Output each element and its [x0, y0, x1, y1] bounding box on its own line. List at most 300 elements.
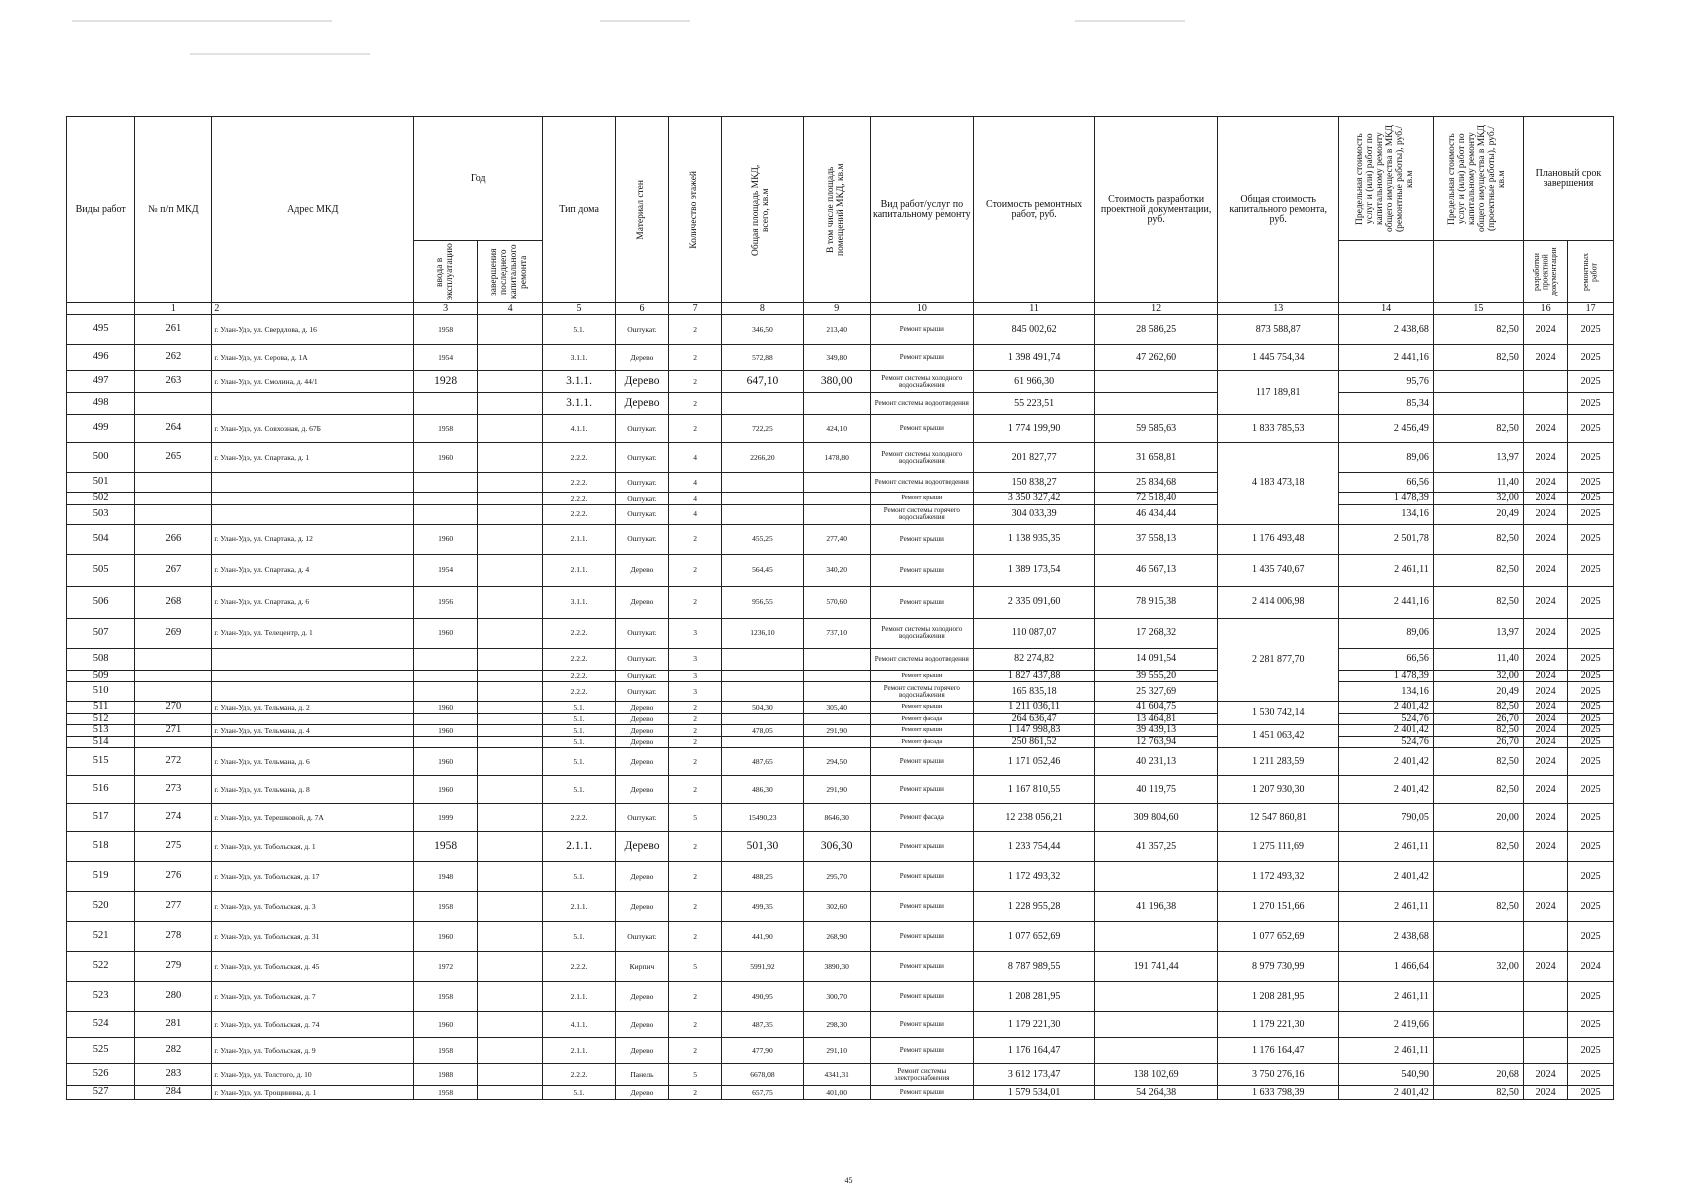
- work-type-cell: 524: [67, 1012, 135, 1038]
- house-type-cell: 4.1.1.: [543, 1012, 616, 1038]
- work-type-cell: 511: [67, 702, 135, 714]
- year-last-repair-cell: [478, 952, 543, 982]
- term-repair-cell: 2025: [1568, 804, 1614, 832]
- term-repair-cell: 2025: [1568, 524, 1614, 554]
- address-cell: г. Улан-Удэ, ул. Тельмана, д. 2: [212, 702, 414, 714]
- year-commissioned-cell: [414, 393, 478, 415]
- table-row: [67, 725, 1614, 737]
- premises-area-cell: 291,10: [803, 1038, 870, 1064]
- hdr-year: Год: [414, 117, 543, 241]
- design-cost-cell: 46 434,44: [1095, 504, 1218, 524]
- col-num: 9: [803, 303, 870, 315]
- design-cost-cell: 72 518,40: [1095, 493, 1218, 505]
- service-type-cell: Ремонт крыши: [870, 1038, 973, 1064]
- term-repair-cell: 2025: [1568, 832, 1614, 862]
- max-cost-design-cell: 20,00: [1433, 804, 1523, 832]
- floors-cell: 3: [669, 618, 722, 648]
- service-type-cell: Ремонт крыши: [870, 1086, 973, 1100]
- wall-material-cell: Оштукат.: [615, 524, 668, 554]
- total-area-cell: 956,55: [722, 586, 803, 618]
- year-commissioned-cell: 1960: [414, 725, 478, 737]
- premises-area-cell: [803, 393, 870, 415]
- year-commissioned-cell: 1960: [414, 618, 478, 648]
- year-commissioned-cell: 1960: [414, 702, 478, 714]
- repair-cost-cell: 3 612 173,47: [973, 1064, 1095, 1086]
- house-type-cell: 2.1.1.: [543, 554, 616, 586]
- floors-cell: 4: [669, 473, 722, 493]
- hdr-total-area: Общая площадь МКД, всего, кв.м: [751, 163, 772, 256]
- total-area-cell: 499,35: [722, 892, 803, 922]
- term-design-cell: 2024: [1523, 415, 1567, 443]
- premises-area-cell: 298,30: [803, 1012, 870, 1038]
- service-type-cell: Ремонт системы электроснабжения: [870, 1064, 973, 1086]
- max-cost-design-cell: 82,50: [1433, 725, 1523, 737]
- floors-cell: 2: [669, 922, 722, 952]
- max-cost-repair-cell: 2 438,68: [1339, 922, 1433, 952]
- premises-area-cell: 302,60: [803, 892, 870, 922]
- total-cost-cell: 117 189,81: [1217, 371, 1339, 415]
- work-type-cell: 507: [67, 618, 135, 648]
- term-repair-cell: 2025: [1568, 1064, 1614, 1086]
- floors-cell: 5: [669, 1064, 722, 1086]
- table-row: [67, 736, 1614, 748]
- year-last-repair-cell: [478, 862, 543, 892]
- table-row: [67, 315, 1614, 345]
- house-type-cell: 5.1.: [543, 748, 616, 776]
- term-design-cell: 2024: [1523, 748, 1567, 776]
- mkd-number-cell: [135, 713, 212, 725]
- premises-area-cell: [803, 473, 870, 493]
- floors-cell: 2: [669, 554, 722, 586]
- year-commissioned-cell: 1954: [414, 554, 478, 586]
- term-design-cell: 2024: [1523, 682, 1567, 702]
- address-cell: г. Улан-Удэ, ул. Тельмана, д. 4: [212, 725, 414, 737]
- wall-material-cell: Оштукат.: [615, 415, 668, 443]
- service-type-cell: Ремонт системы холодного водоснабжения: [870, 443, 973, 473]
- max-cost-repair-cell: 2 419,66: [1339, 1012, 1433, 1038]
- max-cost-design-cell: 26,70: [1433, 713, 1523, 725]
- service-type-cell: Ремонт фасада: [870, 713, 973, 725]
- work-type-cell: 513: [67, 725, 135, 737]
- total-area-cell: 504,30: [722, 702, 803, 714]
- mkd-number-cell: [135, 493, 212, 505]
- year-last-repair-cell: [478, 776, 543, 804]
- mkd-number-cell: 274: [135, 804, 212, 832]
- table-row: [67, 648, 1614, 670]
- total-cost-cell: 1 435 740,67: [1217, 554, 1339, 586]
- address-cell: г. Улан-Удэ, ул. Тобольская, д. 31: [212, 922, 414, 952]
- mkd-number-cell: 266: [135, 524, 212, 554]
- premises-area-cell: 737,10: [803, 618, 870, 648]
- mkd-number-cell: 262: [135, 345, 212, 371]
- year-last-repair-cell: [478, 713, 543, 725]
- max-cost-repair-cell: 2 438,68: [1339, 315, 1433, 345]
- max-cost-repair-cell: 2 461,11: [1339, 554, 1433, 586]
- total-area-cell: 490,95: [722, 982, 803, 1012]
- term-repair-cell: 2025: [1568, 1038, 1614, 1064]
- total-cost-cell: 8 979 730,99: [1217, 952, 1339, 982]
- max-cost-repair-cell: 524,76: [1339, 713, 1433, 725]
- house-type-cell: 3.1.1.: [543, 393, 616, 415]
- design-cost-cell: 39 439,13: [1095, 725, 1218, 737]
- term-design-cell: 2024: [1523, 1064, 1567, 1086]
- term-design-cell: 2024: [1523, 952, 1567, 982]
- wall-material-cell: Дерево: [615, 371, 668, 393]
- year-last-repair-cell: [478, 618, 543, 648]
- year-last-repair-cell: [478, 315, 543, 345]
- term-design-cell: [1523, 371, 1567, 393]
- wall-material-cell: Дерево: [615, 1086, 668, 1100]
- hdr-repair-cost: Стоимость ремонтных работ, руб.: [973, 117, 1095, 303]
- year-last-repair-cell: [478, 682, 543, 702]
- total-cost-cell: 1 208 281,95: [1217, 982, 1339, 1012]
- col-num: 12: [1095, 303, 1218, 315]
- service-type-cell: Ремонт крыши: [870, 670, 973, 682]
- max-cost-design-cell: 20,49: [1433, 504, 1523, 524]
- max-cost-design-cell: 82,50: [1433, 315, 1523, 345]
- wall-material-cell: Кирпич: [615, 952, 668, 982]
- year-commissioned-cell: 1958: [414, 892, 478, 922]
- house-type-cell: 5.1.: [543, 1086, 616, 1100]
- max-cost-repair-cell: 1 478,39: [1339, 493, 1433, 505]
- col-num: 14: [1339, 303, 1433, 315]
- address-cell: [212, 682, 414, 702]
- max-cost-repair-cell: 2 401,42: [1339, 725, 1433, 737]
- floors-cell: 2: [669, 371, 722, 393]
- address-cell: г. Улан-Удэ, ул. Совхозная, д. 67Б: [212, 415, 414, 443]
- work-type-cell: 514: [67, 736, 135, 748]
- design-cost-cell: 41 357,25: [1095, 832, 1218, 862]
- repair-cost-cell: 61 966,30: [973, 371, 1095, 393]
- total-cost-cell: 2 281 877,70: [1217, 618, 1339, 702]
- max-cost-repair-cell: 134,16: [1339, 504, 1433, 524]
- work-type-cell: 516: [67, 776, 135, 804]
- mkd-number-cell: 279: [135, 952, 212, 982]
- repair-cost-cell: 845 002,62: [973, 315, 1095, 345]
- table-row: [67, 554, 1614, 586]
- work-type-cell: 525: [67, 1038, 135, 1064]
- term-repair-cell: 2025: [1568, 702, 1614, 714]
- premises-area-cell: 380,00: [803, 371, 870, 393]
- year-commissioned-cell: 1960: [414, 748, 478, 776]
- col-num: 17: [1568, 303, 1614, 315]
- term-repair-cell: 2025: [1568, 892, 1614, 922]
- mkd-number-cell: 278: [135, 922, 212, 952]
- service-type-cell: Ремонт крыши: [870, 922, 973, 952]
- total-cost-cell: 1 176 493,48: [1217, 524, 1339, 554]
- repair-cost-cell: 1 172 493,32: [973, 862, 1095, 892]
- year-last-repair-cell: [478, 892, 543, 922]
- repair-cost-cell: 82 274,82: [973, 648, 1095, 670]
- repair-cost-cell: 1 208 281,95: [973, 982, 1095, 1012]
- work-type-cell: 502: [67, 493, 135, 505]
- year-commissioned-cell: 1999: [414, 804, 478, 832]
- total-area-cell: [722, 713, 803, 725]
- house-type-cell: 2.2.2.: [543, 952, 616, 982]
- floors-cell: 2: [669, 725, 722, 737]
- max-cost-design-cell: 82,50: [1433, 524, 1523, 554]
- service-type-cell: Ремонт системы горячего водоснабжения: [870, 682, 973, 702]
- max-cost-design-cell: 82,50: [1433, 892, 1523, 922]
- max-cost-design-cell: [1433, 862, 1523, 892]
- service-type-cell: Ремонт крыши: [870, 725, 973, 737]
- hdr-year-last-repair: завершения последнего капитального ремонта: [489, 244, 530, 299]
- term-design-cell: 2024: [1523, 586, 1567, 618]
- year-commissioned-cell: 1928: [414, 371, 478, 393]
- table-row: [67, 524, 1614, 554]
- house-type-cell: 2.2.2.: [543, 443, 616, 473]
- total-area-cell: 564,45: [722, 554, 803, 586]
- max-cost-repair-cell: 2 401,42: [1339, 776, 1433, 804]
- max-cost-design-cell: 82,50: [1433, 1086, 1523, 1100]
- hdr-planned-term: Плановый срок завершения: [1523, 117, 1613, 241]
- service-type-cell: Ремонт крыши: [870, 554, 973, 586]
- year-last-repair-cell: [478, 524, 543, 554]
- design-cost-cell: 59 585,63: [1095, 415, 1218, 443]
- year-commissioned-cell: [414, 736, 478, 748]
- max-cost-repair-cell: 540,90: [1339, 1064, 1433, 1086]
- design-cost-cell: 40 119,75: [1095, 776, 1218, 804]
- repair-cost-cell: 1 228 955,28: [973, 892, 1095, 922]
- work-type-cell: 496: [67, 345, 135, 371]
- house-type-cell: 2.1.1.: [543, 832, 616, 862]
- table-row: [67, 682, 1614, 702]
- max-cost-repair-cell: 95,76: [1339, 371, 1433, 393]
- repair-cost-cell: 1 579 534,01: [973, 1086, 1095, 1100]
- total-cost-cell: 1 530 742,14: [1217, 702, 1339, 725]
- max-cost-repair-cell: 66,56: [1339, 648, 1433, 670]
- repair-cost-cell: 1 389 173,54: [973, 554, 1095, 586]
- service-type-cell: Ремонт фасада: [870, 804, 973, 832]
- wall-material-cell: Дерево: [615, 982, 668, 1012]
- mkd-number-cell: [135, 393, 212, 415]
- service-type-cell: Ремонт системы водоотведения: [870, 648, 973, 670]
- repair-cost-cell: 12 238 056,21: [973, 804, 1095, 832]
- house-type-cell: 5.1.: [543, 725, 616, 737]
- premises-area-cell: 1478,80: [803, 443, 870, 473]
- term-repair-cell: 2025: [1568, 748, 1614, 776]
- term-repair-cell: 2025: [1568, 982, 1614, 1012]
- wall-material-cell: Дерево: [615, 862, 668, 892]
- service-type-cell: Ремонт крыши: [870, 982, 973, 1012]
- mkd-number-cell: 269: [135, 618, 212, 648]
- year-commissioned-cell: 1960: [414, 524, 478, 554]
- address-cell: г. Улан-Удэ, ул. Тобольская, д. 17: [212, 862, 414, 892]
- max-cost-design-cell: 26,70: [1433, 736, 1523, 748]
- year-last-repair-cell: [478, 748, 543, 776]
- table-row: [67, 1064, 1614, 1086]
- term-repair-cell: 2025: [1568, 473, 1614, 493]
- wall-material-cell: Оштукат.: [615, 315, 668, 345]
- max-cost-design-cell: 82,50: [1433, 415, 1523, 443]
- premises-area-cell: 300,70: [803, 982, 870, 1012]
- total-cost-cell: 1 633 798,39: [1217, 1086, 1339, 1100]
- table-row: [67, 1086, 1614, 1100]
- term-design-cell: 2024: [1523, 725, 1567, 737]
- floors-cell: 3: [669, 648, 722, 670]
- term-design-cell: 2024: [1523, 776, 1567, 804]
- total-cost-cell: 1 275 111,69: [1217, 832, 1339, 862]
- mkd-number-cell: 273: [135, 776, 212, 804]
- max-cost-design-cell: [1433, 922, 1523, 952]
- work-type-cell: 518: [67, 832, 135, 862]
- term-repair-cell: 2025: [1568, 713, 1614, 725]
- repair-cost-cell: 264 636,47: [973, 713, 1095, 725]
- house-type-cell: 4.1.1.: [543, 415, 616, 443]
- floors-cell: 2: [669, 1012, 722, 1038]
- year-last-repair-cell: [478, 371, 543, 393]
- total-cost-cell: 1 270 151,66: [1217, 892, 1339, 922]
- hdr-work-type: Виды работ: [67, 117, 135, 303]
- work-type-cell: 500: [67, 443, 135, 473]
- work-type-cell: 520: [67, 892, 135, 922]
- max-cost-repair-cell: 2 401,42: [1339, 702, 1433, 714]
- design-cost-cell: 46 567,13: [1095, 554, 1218, 586]
- work-type-cell: 526: [67, 1064, 135, 1086]
- total-cost-cell: 1 077 652,69: [1217, 922, 1339, 952]
- total-area-cell: 346,50: [722, 315, 803, 345]
- service-type-cell: Ремонт крыши: [870, 892, 973, 922]
- max-cost-repair-cell: 524,76: [1339, 736, 1433, 748]
- wall-material-cell: Дерево: [615, 725, 668, 737]
- term-repair-cell: 2025: [1568, 1012, 1614, 1038]
- col-num: 2: [212, 303, 414, 315]
- address-cell: г. Улан-Удэ, ул. Телецентр, д. 1: [212, 618, 414, 648]
- repair-cost-cell: 110 087,07: [973, 618, 1095, 648]
- premises-area-cell: 277,40: [803, 524, 870, 554]
- table-row: [67, 748, 1614, 776]
- max-cost-repair-cell: 1 466,64: [1339, 952, 1433, 982]
- term-design-cell: 2024: [1523, 443, 1567, 473]
- design-cost-cell: [1095, 393, 1218, 415]
- year-last-repair-cell: [478, 832, 543, 862]
- total-area-cell: 2266,20: [722, 443, 803, 473]
- table-row: [67, 670, 1614, 682]
- term-design-cell: 2024: [1523, 713, 1567, 725]
- year-last-repair-cell: [478, 473, 543, 493]
- total-cost-cell: 4 183 473,18: [1217, 443, 1339, 525]
- year-last-repair-cell: [478, 393, 543, 415]
- table-row: [67, 504, 1614, 524]
- house-type-cell: 2.2.2.: [543, 1064, 616, 1086]
- repair-cost-cell: 3 350 327,42: [973, 493, 1095, 505]
- total-area-cell: 441,90: [722, 922, 803, 952]
- year-commissioned-cell: [414, 648, 478, 670]
- service-type-cell: Ремонт крыши: [870, 1012, 973, 1038]
- year-commissioned-cell: [414, 713, 478, 725]
- year-last-repair-cell: [478, 804, 543, 832]
- mkd-number-cell: [135, 682, 212, 702]
- service-type-cell: Ремонт крыши: [870, 832, 973, 862]
- max-cost-repair-cell: 1 478,39: [1339, 670, 1433, 682]
- floors-cell: 2: [669, 713, 722, 725]
- term-design-cell: [1523, 1038, 1567, 1064]
- table-row: [67, 1038, 1614, 1064]
- table-row: [67, 371, 1614, 393]
- term-design-cell: [1523, 1012, 1567, 1038]
- year-commissioned-cell: [414, 504, 478, 524]
- max-cost-design-cell: 32,00: [1433, 670, 1523, 682]
- table-row: [67, 892, 1614, 922]
- premises-area-cell: [803, 713, 870, 725]
- term-repair-cell: 2025: [1568, 862, 1614, 892]
- term-repair-cell: 2025: [1568, 618, 1614, 648]
- mkd-number-cell: 265: [135, 443, 212, 473]
- table-row: [67, 586, 1614, 618]
- repair-cost-cell: 8 787 989,55: [973, 952, 1095, 982]
- hdr-service-type: Вид работ/услуг по капитальному ремонту: [870, 117, 973, 303]
- service-type-cell: Ремонт системы водоотведения: [870, 473, 973, 493]
- max-cost-design-cell: [1433, 982, 1523, 1012]
- repair-cost-cell: 150 838,27: [973, 473, 1095, 493]
- column-number-row: [67, 303, 1614, 315]
- repair-cost-cell: 1 077 652,69: [973, 922, 1095, 952]
- mkd-number-cell: 271: [135, 725, 212, 737]
- design-cost-cell: [1095, 1038, 1218, 1064]
- repair-cost-cell: 165 835,18: [973, 682, 1095, 702]
- floors-cell: 2: [669, 415, 722, 443]
- max-cost-design-cell: 13,97: [1433, 443, 1523, 473]
- term-design-cell: [1523, 862, 1567, 892]
- premises-area-cell: [803, 493, 870, 505]
- term-design-cell: 2024: [1523, 670, 1567, 682]
- total-area-cell: 6678,08: [722, 1064, 803, 1086]
- max-cost-repair-cell: 134,16: [1339, 682, 1433, 702]
- hdr-term-repair: ремонтных работ: [1581, 252, 1599, 291]
- work-type-cell: 506: [67, 586, 135, 618]
- year-commissioned-cell: [414, 670, 478, 682]
- year-commissioned-cell: 1958: [414, 832, 478, 862]
- year-commissioned-cell: [414, 682, 478, 702]
- house-type-cell: 2.2.2.: [543, 804, 616, 832]
- max-cost-design-cell: [1433, 393, 1523, 415]
- house-type-cell: 2.2.2.: [543, 670, 616, 682]
- year-commissioned-cell: 1958: [414, 1038, 478, 1064]
- total-area-cell: 487,35: [722, 1012, 803, 1038]
- house-type-cell: 5.1.: [543, 315, 616, 345]
- term-design-cell: [1523, 922, 1567, 952]
- table-row: [67, 776, 1614, 804]
- work-type-cell: 508: [67, 648, 135, 670]
- max-cost-repair-cell: 2 401,42: [1339, 1086, 1433, 1100]
- total-area-cell: 487,65: [722, 748, 803, 776]
- col-num: 13: [1217, 303, 1339, 315]
- mkd-number-cell: [135, 504, 212, 524]
- total-area-cell: [722, 493, 803, 505]
- max-cost-repair-cell: 2 461,11: [1339, 832, 1433, 862]
- capital-repair-table: [66, 116, 1614, 1100]
- max-cost-design-cell: 82,50: [1433, 586, 1523, 618]
- design-cost-cell: 47 262,60: [1095, 345, 1218, 371]
- max-cost-design-cell: 82,50: [1433, 554, 1523, 586]
- year-commissioned-cell: 1956: [414, 586, 478, 618]
- house-type-cell: 5.1.: [543, 736, 616, 748]
- work-type-cell: 517: [67, 804, 135, 832]
- table-body: [67, 315, 1614, 1100]
- total-cost-cell: 2 414 006,98: [1217, 586, 1339, 618]
- address-cell: г. Улан-Удэ, ул. Смолина, д. 44/1: [212, 371, 414, 393]
- address-cell: [212, 493, 414, 505]
- house-type-cell: 5.1.: [543, 776, 616, 804]
- design-cost-cell: 78 915,38: [1095, 586, 1218, 618]
- house-type-cell: 2.2.2.: [543, 682, 616, 702]
- house-type-cell: 5.1.: [543, 713, 616, 725]
- max-cost-repair-cell: 2 501,78: [1339, 524, 1433, 554]
- floors-cell: 2: [669, 1038, 722, 1064]
- term-repair-cell: 2025: [1568, 586, 1614, 618]
- house-type-cell: 2.2.2.: [543, 648, 616, 670]
- service-type-cell: Ремонт системы горячего водоснабжения: [870, 504, 973, 524]
